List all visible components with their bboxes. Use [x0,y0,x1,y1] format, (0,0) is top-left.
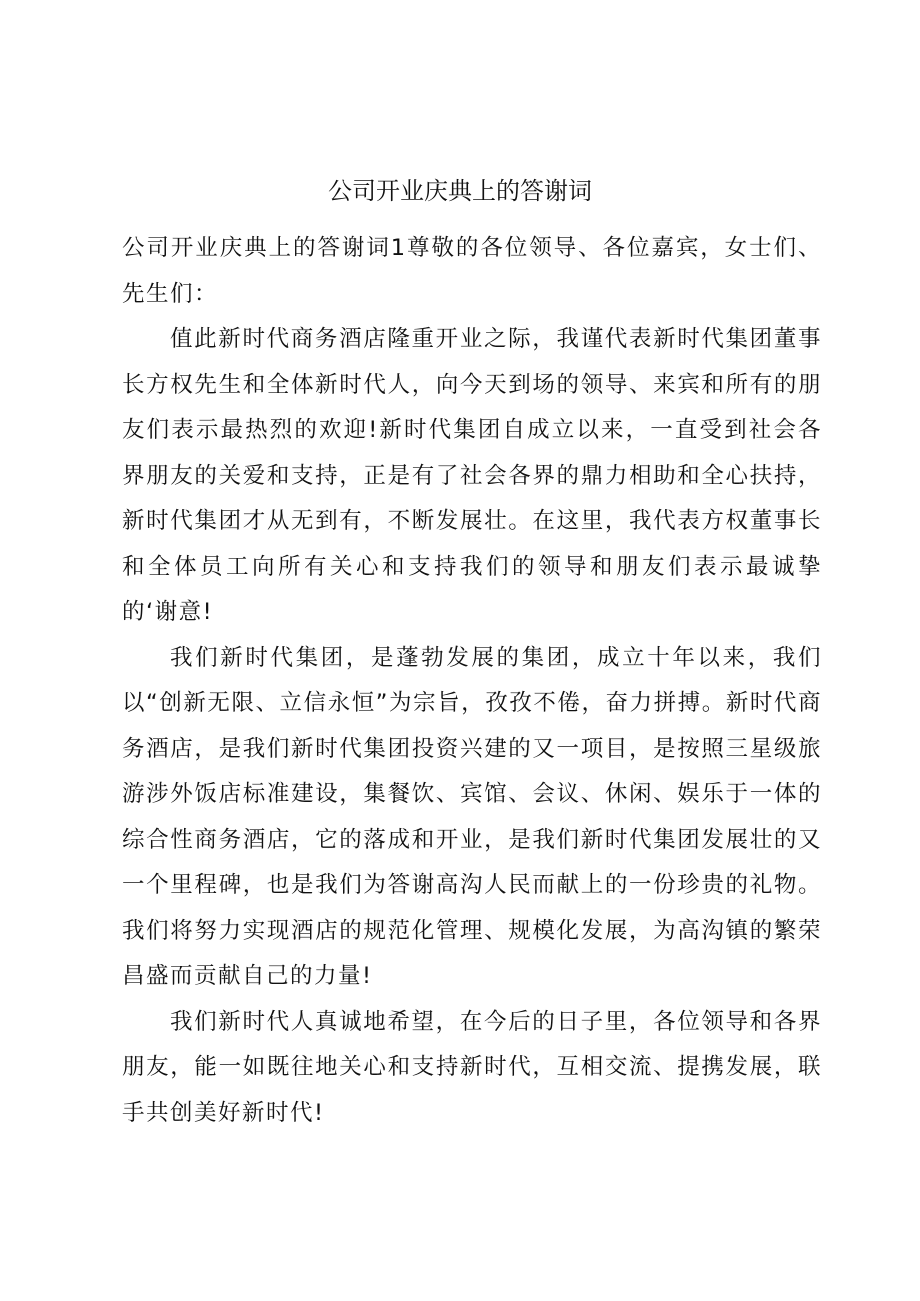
group-intro-paragraph: 我们新时代集团，是蓬勃发展的集团，成立十年以来，我们以“创新无限、立信永恒”为宗旨，孜孜不倦，奋力拼搏。新时代商务酒店，是我们新时代集团投资兴建的又一项目，是按照三星级旅游涉外饭店标准建设，集餐饮、宾馆、会议、休闲、娱乐于一体的综合性商务酒店，它的落成和开业，是我们新时代集团发展壮的又一个里程碑，也是我们为答谢高沟人民而献上的一份珍贵的礼物。我们将努力实现酒店的规范化管理、规模化发展，为高沟镇的繁荣昌盛而贡献自己的力量! [122,644,822,989]
document-title: 公司开业庆典上的答谢词 [328,177,592,205]
welcome-paragraph: 值此新时代商务酒店隆重开业之际，我谨代表新时代集团董事长方权先生和全体新时代人，向今天到场的领导、来宾和所有的朋友们表示最热烈的欢迎!新时代集团自成立以来，一直受到社会各界朋友的关爱和支持，正是有了社会各界的鼎力相助和全心扶持，新时代集团才从无到有，不断发展壮。在这里，我代表方权董事长和全体员工向所有关心和支持我们的领导和朋友们表示最诚挚的‘谢意! [122,326,822,625]
document-body [122,226,822,1136]
opening-paragraph: 公司开业庆典上的答谢词1尊敬的各位领导、各位嘉宾，女士们、先生们： [122,235,822,307]
closing-paragraph: 我们新时代人真诚地希望，在今后的日子里，各位领导和各界朋友，能一如既往地关心和支持新时代，互相交流、提携发展，联手共创美好新时代! [122,1008,822,1126]
